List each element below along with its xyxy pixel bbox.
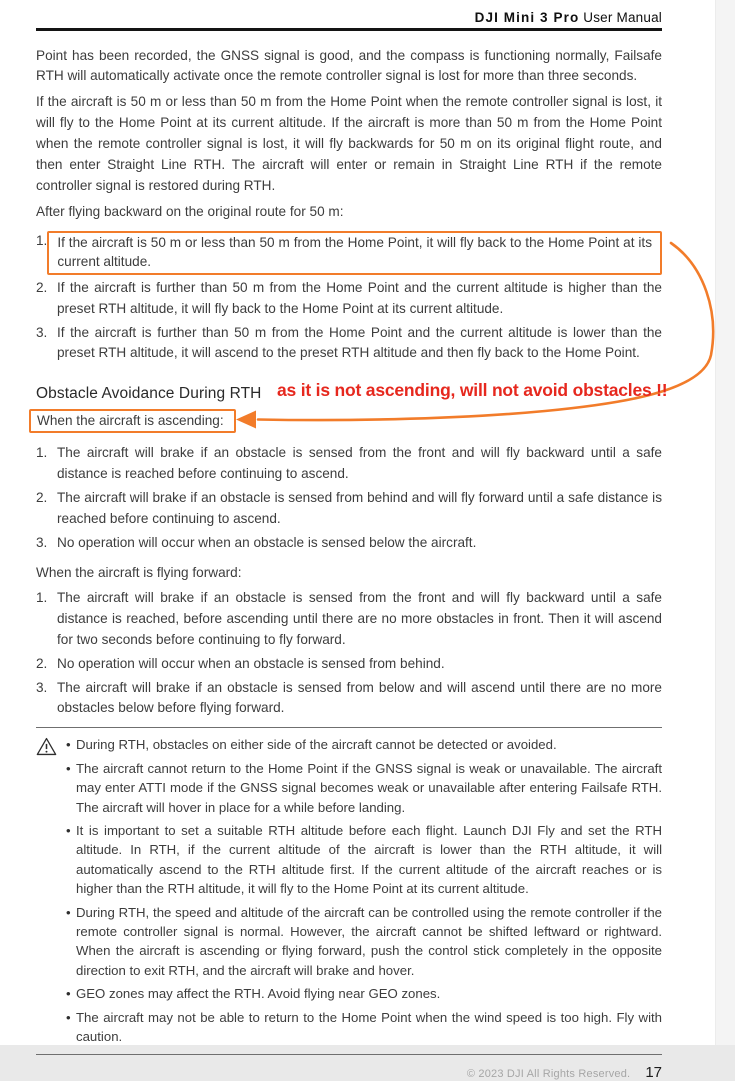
list-ascending xyxy=(36,443,662,554)
list-item xyxy=(36,443,662,485)
list-item-number: 2. xyxy=(36,490,48,506)
list-item xyxy=(36,678,662,720)
warning-item-text: GEO zones may affect the RTH. Avoid flying near GEO zones. xyxy=(76,986,441,1002)
list-item xyxy=(36,588,662,651)
section-heading-obstacle-avoidance: Obstacle Avoidance During RTH xyxy=(36,385,262,403)
warning-item xyxy=(66,821,662,899)
header-rule xyxy=(36,28,662,31)
paragraph-failsafe: Point has been recorded, the GNSS signal is good, and the compass is functioning normally, Failsafe RTH will automatically activate once the remote controller signal is lost for more than three seconds. xyxy=(36,47,662,84)
warning-item xyxy=(66,903,662,981)
warning-item-text: During RTH, the speed and altitude of the aircraft can be controlled using the remote controller if the remote controller signal is normal. However, the aircraft cannot be shifted leftward or rightward. When the aircraft is ascending or flying forward, push the control stick completely in the opposite direction to exit RTH, and the aircraft will brake and hover. xyxy=(76,904,662,978)
list-forward xyxy=(36,588,662,719)
list-item xyxy=(36,533,662,554)
list-item-number: 1. xyxy=(36,589,48,605)
page-footer xyxy=(36,1064,662,1081)
list-item-number: 3. xyxy=(36,679,48,695)
paragraph-after-backward: After flying backward on the original route for 50 m: xyxy=(36,203,344,219)
warning-top-rule xyxy=(36,727,662,728)
list-item-text: The aircraft will brake if an obstacle is sensed from below and will ascend until there are no more obstacles below before flying forward. xyxy=(57,679,662,716)
warning-bottom-rule xyxy=(36,1054,662,1055)
list-item-text: No operation will occur when an obstacle is sensed below the aircraft. xyxy=(57,535,477,550)
list-item xyxy=(36,323,662,365)
warning-item xyxy=(66,735,662,754)
list-item-text: The aircraft will brake if an obstacle is sensed from the front and will fly backward until a safe distance is reached, before ascending until there are no more obstacles in front. Then it will ascend for two seconds before continuing to fly forward. xyxy=(57,589,662,647)
list-item xyxy=(36,278,662,320)
list-item-text: If the aircraft is further than 50 m from the Home Point and the current altitude is lower than the preset RTH altitude, it will ascend to the preset RTH altitude and then fly back to the Home Point. xyxy=(57,324,662,361)
list-item-number: 2. xyxy=(36,279,48,295)
copyright-text: © 2023 DJI All Rights Reserved. xyxy=(466,1068,631,1081)
list-item-number: 1. xyxy=(36,232,48,248)
red-annotation-text: as it is not ascending, will not avoid obstacles !! xyxy=(277,380,668,400)
bullet-icon: • xyxy=(66,822,71,838)
list-item xyxy=(36,488,662,530)
warning-block xyxy=(36,735,662,1046)
warning-item xyxy=(66,759,662,817)
forward-label: When the aircraft is flying forward: xyxy=(36,564,242,580)
list-after-backward xyxy=(36,231,662,365)
warning-item-text: The aircraft may not be able to return to the Home Point when the wind speed is too high. Fly with caution. xyxy=(76,1009,662,1045)
list-item xyxy=(36,231,662,275)
highlighted-list-item-box: If the aircraft is 50 m or less than 50 m from the Home Point, it will fly back to the Home Point at its current altitude. xyxy=(47,231,662,275)
list-item-text: If the aircraft is further than 50 m from the Home Point and the current altitude is higher than the preset RTH altitude, it will fly back to the Home Point at its current altitude. xyxy=(57,279,662,316)
warning-item xyxy=(66,1008,662,1047)
list-item-number: 1. xyxy=(36,445,48,461)
bullet-icon: • xyxy=(66,1009,71,1025)
list-item-text: The aircraft will brake if an obstacle is sensed from the front and will fly backward until a safe distance is reached before continuing to ascend. xyxy=(57,445,662,482)
list-item-number: 3. xyxy=(36,324,48,340)
warning-item-text: It is important to set a suitable RTH altitude before each flight. Launch DJI Fly and set the RTH altitude. In RTH, if the current altitude of the aircraft is lower than the RTH altitude, it will automatically ascend to the RTH altitude first. If the current altitude of the aircraft reaches or is higher than the RTH altitude, it will fly to the Home Point at its current altitude. xyxy=(76,822,662,897)
bullet-icon: • xyxy=(66,986,71,1002)
page-header xyxy=(36,0,662,25)
warning-triangle-icon xyxy=(36,735,66,1046)
paragraph-distance-rules: If the aircraft is 50 m or less than 50 m from the Home Point when the remote controller signal is lost, it will fly to the Home Point at its current altitude. If the aircraft is more than 50 m from the Home Point when the remote controller signal is lost, it will fly backwards for 50 m on its original flight route, and then enter Straight Line RTH. The aircraft will enter or remain in Straight Line RTH if the remote controller signal is restored during RTH. xyxy=(36,94,662,193)
list-item xyxy=(36,654,662,675)
page-number: 17 xyxy=(645,1064,662,1081)
manual-brand: DJI Mini 3 Pro xyxy=(474,10,580,25)
bullet-icon: • xyxy=(66,904,71,920)
list-item-text: The aircraft will brake if an obstacle is sensed from behind and will fly forward until a safe distance is reached before continuing to ascend. xyxy=(57,490,662,527)
bullet-icon: • xyxy=(66,760,71,776)
list-item-number: 3. xyxy=(36,535,48,550)
warning-item-text: The aircraft cannot return to the Home Point if the GNSS signal is weak or unavailable. The aircraft may enter ATTI mode if the GNSS signal becomes weak or unavailable after entering Failsafe RTH. The aircraft will hover in place for a while before landing. xyxy=(76,760,662,815)
bullet-icon: • xyxy=(66,737,71,753)
highlighted-ascending-label-box: When the aircraft is ascending: xyxy=(29,409,236,433)
list-item-text: No operation will occur when an obstacle is sensed from behind. xyxy=(57,655,445,671)
manual-title: User Manual xyxy=(583,10,662,25)
warning-item-text: During RTH, obstacles on either side of the aircraft cannot be detected or avoided. xyxy=(76,737,557,753)
warning-item xyxy=(66,984,662,1003)
list-item-number: 2. xyxy=(36,655,48,671)
